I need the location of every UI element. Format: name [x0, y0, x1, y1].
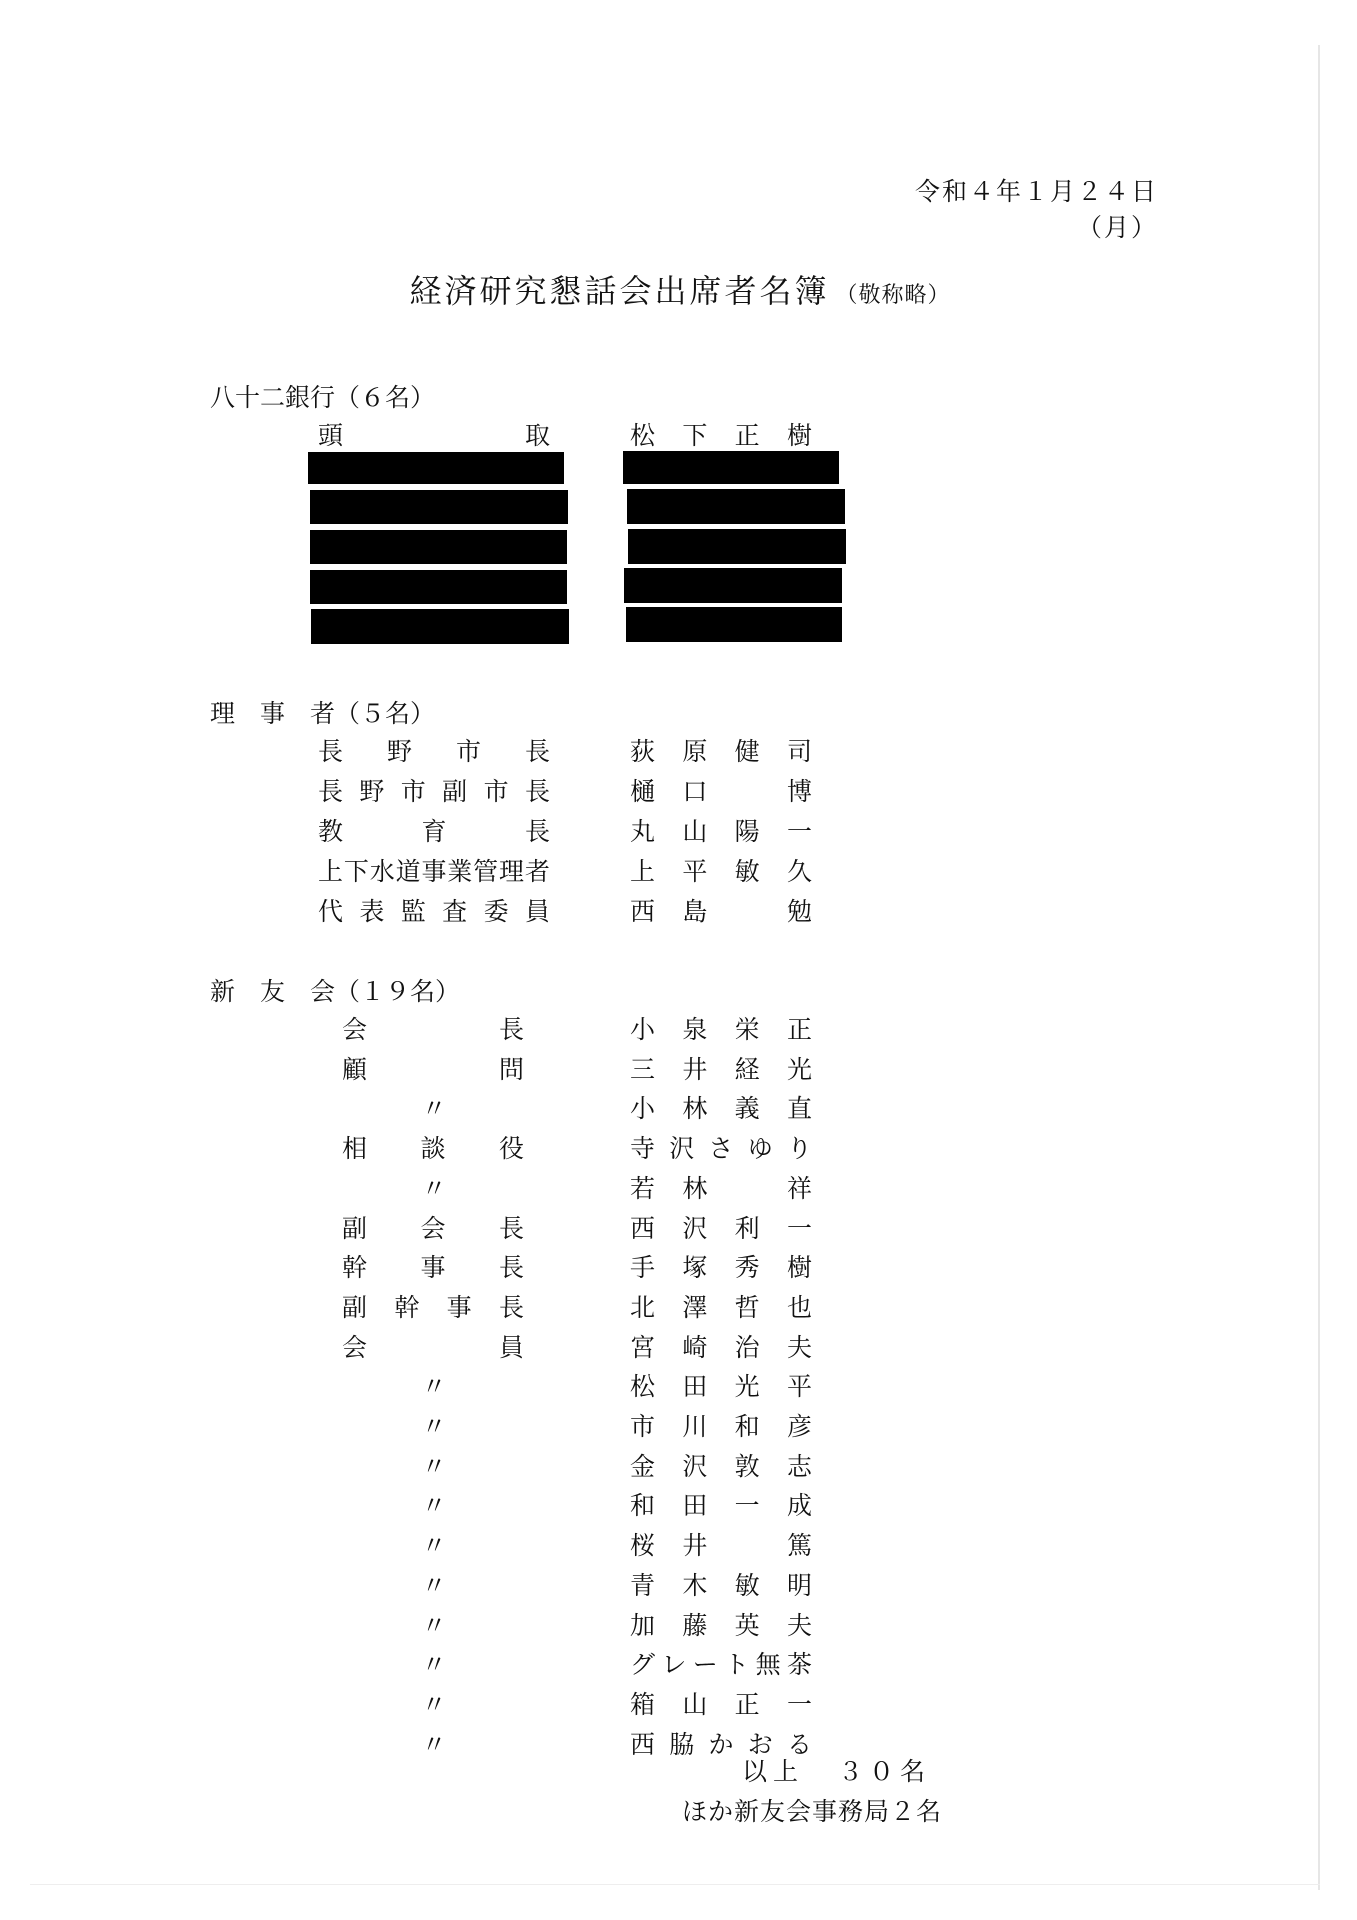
redaction-block: [623, 451, 839, 484]
ditto-mark: 〃: [421, 1570, 447, 1600]
ditto-mark: 〃: [421, 1173, 447, 1203]
redaction-block: [310, 530, 567, 564]
member-role: 会 長: [342, 1015, 524, 1044]
ditto-mark: 〃: [421, 1531, 447, 1561]
document-date: 令和４年１月２４日（月）: [914, 177, 1158, 242]
total-label: 以上: [742, 1757, 805, 1786]
document-title: [380, 266, 980, 312]
member-name: グ レ ー ト 無 茶: [630, 1650, 812, 1680]
ditto-mark: 〃: [421, 1451, 447, 1481]
title-note: （敬称略）: [835, 283, 951, 308]
ditto-mark: 〃: [421, 1372, 447, 1402]
redaction-block: [310, 490, 568, 524]
member-role: 上 下 水 道 事 業 管 理 者: [318, 857, 550, 886]
member-name: 金 沢 敦 志: [630, 1451, 812, 1481]
member-role: 教 育 長: [318, 817, 550, 846]
redaction-block: [308, 452, 564, 484]
redaction-block: [311, 609, 569, 644]
redaction-block: [310, 570, 567, 604]
redaction-block: [624, 568, 842, 603]
member-name: 加 藤 英 夫: [630, 1610, 812, 1640]
member-name: 市 川 和 彦: [630, 1412, 812, 1441]
member-name: 宮 崎 治 夫: [630, 1332, 812, 1362]
ditto-mark: 〃: [421, 1689, 447, 1719]
member-name: 西 島 勉: [630, 897, 812, 926]
title-main: 経済研究懇話会出席者名簿: [409, 272, 830, 310]
group-header-shinyukai: 新 友 会（１９名）: [210, 977, 461, 1006]
member-role: 頭 取: [318, 421, 550, 450]
member-name: 松 下 正 樹: [630, 421, 812, 450]
ditto-mark: 〃: [421, 1729, 447, 1759]
member-name: 荻 原 健 司: [630, 737, 812, 766]
member-role: 長 野 市 長: [318, 737, 550, 766]
ditto-mark: 〃: [421, 1610, 447, 1640]
group-header-bank: 八十二銀行（６名）: [210, 383, 436, 412]
member-role: 副 会 長: [342, 1213, 524, 1243]
member-name: 桜 井 篤: [630, 1531, 812, 1561]
member-name: 小 泉 栄 正: [630, 1015, 812, 1044]
member-name: 上 平 敏 久: [630, 857, 812, 886]
member-name: 手 塚 秀 樹: [630, 1253, 812, 1283]
member-role: 幹 事 長: [342, 1253, 524, 1283]
ditto-mark: 〃: [421, 1094, 447, 1124]
member-name: 和 田 一 成: [630, 1491, 812, 1521]
secretariat-note: ほか新友会事務局２名: [682, 1797, 943, 1826]
member-name: 寺 沢 さ ゆ り: [630, 1134, 812, 1164]
member-role: 代 表 監 査 委 員: [318, 897, 550, 926]
member-name: 箱 山 正 一: [630, 1689, 812, 1719]
total-count: ３０名: [838, 1757, 932, 1786]
total-line: [742, 1752, 931, 1788]
member-name: 若 林 祥: [630, 1173, 812, 1203]
group-header-officials: 理 事 者（５名）: [210, 699, 436, 728]
ditto-mark: 〃: [421, 1412, 447, 1441]
member-role: 副 幹 事 長: [342, 1292, 524, 1322]
member-name: 北 澤 哲 也: [630, 1292, 812, 1322]
member-name: 樋 口 博: [630, 777, 812, 806]
ditto-mark: 〃: [421, 1650, 447, 1680]
redaction-block: [628, 529, 846, 564]
ditto-mark: 〃: [421, 1491, 447, 1521]
member-role: 会 員: [342, 1332, 524, 1362]
redaction-block: [626, 607, 842, 642]
member-name: 丸 山 陽 一: [630, 817, 812, 846]
member-name: 西 脇 か お る: [630, 1729, 812, 1759]
member-name: 松 田 光 平: [630, 1372, 812, 1402]
member-role: 顧 問: [342, 1054, 524, 1084]
member-name: 三 井 経 光: [630, 1054, 812, 1084]
member-name: 青 木 敏 明: [630, 1570, 812, 1600]
page-edge: [30, 1884, 1320, 1885]
member-role: 相 談 役: [342, 1134, 524, 1164]
member-role: 長 野 市 副 市 長: [318, 777, 550, 806]
member-name: 西 沢 利 一: [630, 1213, 812, 1243]
page-edge: [1318, 45, 1320, 1890]
member-name: 小 林 義 直: [630, 1094, 812, 1124]
redaction-block: [627, 489, 845, 524]
